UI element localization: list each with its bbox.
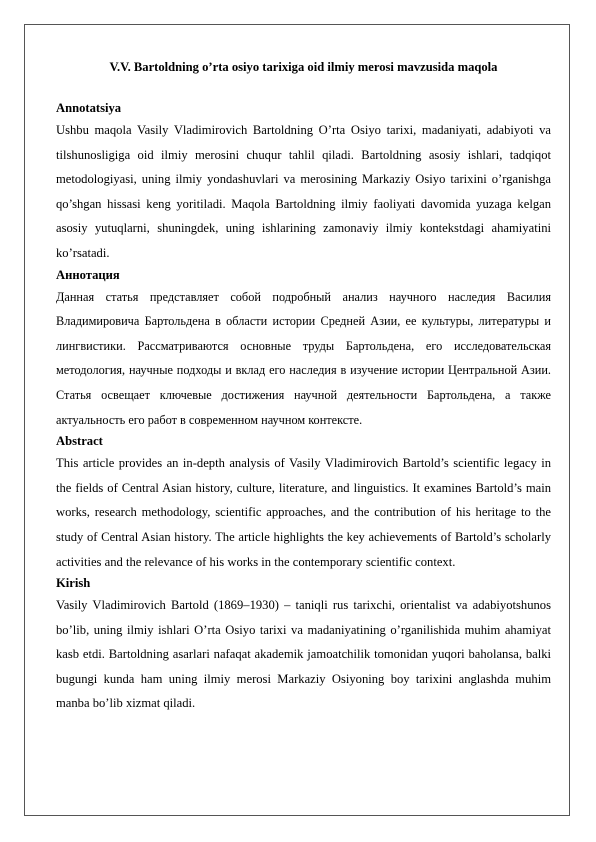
section-heading-annotatsiya: Annotatsiya (56, 101, 122, 115)
section-heading-kirish: Kirish (56, 576, 91, 591)
section-heading-annotatsiya-ru: Аннотация (56, 267, 120, 282)
section-annotatsiya-ru (56, 266, 551, 433)
document-title: V.V. Bartoldning o’rta osiyo tarixiga oid ilmiy merosi mavzusida maqola (109, 60, 498, 74)
section-body-abstract: This article provides an in-depth analysis of Vasily Vladimirovich Bartold’s scientific legacy in the fields of Central Asian history, culture, literature, and linguistics. It examines Bartold’s main works, research methodology, scientific approaches, and the contribution of his heritage to the study of Central Asian history. The article highlights the key achievements of Bartold’s scholarly activities and the relevance of his works in the contemporary scientific context. (56, 456, 551, 569)
document-content (56, 58, 551, 716)
section-body-annotatsiya-ru: Данная статья представляет собой подробный анализ научного наследия Василия Владимировича Бартольдена в области истории Средней Азии, ее культуры, литературы и лингвистики. Рассматриваются основные труды Бартольдена, его исследовательская методология, научные подходы и вклад его наследия в изучение истории Центральной Азии. Статья освещает ключевые достижения научной деятельности Бартольдена, а также актуальность его работ в современном научном контексте. (56, 289, 551, 427)
section-body-annotatsiya: Ushbu maqola Vasily Vladimirovich Bartoldning O’rta Osiyo tarixi, madaniyati, adabiyoti va tilshunosligiga oid ilmiy merosini chuqur tahlil qiladi. Bartoldning asosiy ishlari, tadqiqot metodologiyasi, uning ilmiy yondashuvlari va merosining Markaziy Osiyo tarixini o’rganishga qo’shgan hissasi keng yoritiladi. Maqola Bartoldning ilmiy faoliyati davomida yuzaga kelgan asosiy yutuqlarni, shuningdek, uning ishlarining zamonaviy ilmiy kontekstdagi ahamiyatini ko’rsatadi. (56, 123, 551, 260)
section-kirish (56, 574, 551, 716)
section-abstract (56, 432, 551, 574)
section-body-kirish: Vasily Vladimirovich Bartold (1869–1930) – taniqli rus tarixchi, orientalist va adabiyotshunos bo’lib, uning ilmiy ishlari O’rta Osiyo tarixi va madaniyatining o’rganilishida muhim ahamiyat kasb etdi. Bartoldning asarlari nafaqat akademik jamoatchilik tomonidan yuqori baholansa, balki bugungi kunda ham uning ilmiy merosi Markaziy Osiyoning boy tarixini anglashda muhim manba bo’lib xizmat qiladi. (56, 598, 551, 711)
section-heading-abstract: Abstract (56, 434, 103, 449)
section-annotatsiya (56, 99, 551, 266)
